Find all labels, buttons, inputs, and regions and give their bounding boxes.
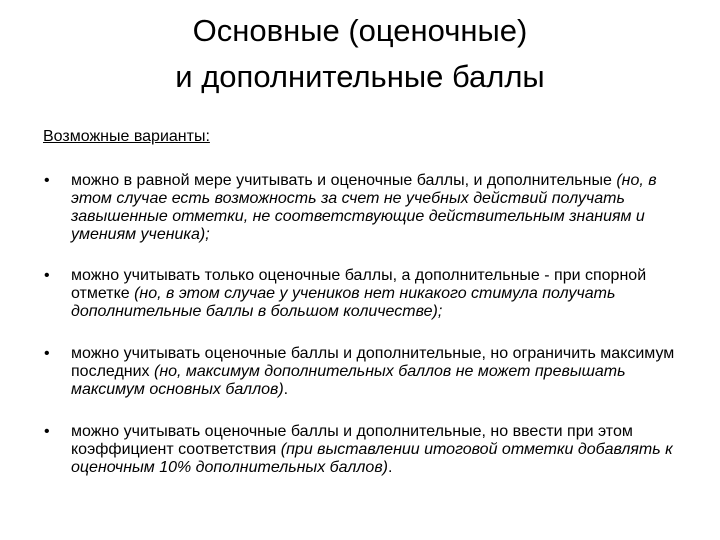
list-item-text	[71, 267, 681, 321]
item-text-normal: можно учитывать оценочные баллы и дополнительные, но ограничить максимум последних	[71, 345, 675, 380]
title-line-1: Основные (оценочные)	[192, 13, 528, 48]
list-item-text	[71, 172, 681, 244]
bullet-icon: •	[44, 267, 50, 284]
item-text-normal: можно учитывать оценочные баллы и дополнительные, но ввести при этом коэффициент соответствия	[71, 423, 633, 458]
page-title	[0, 8, 720, 100]
options-heading: Возможные варианты:	[43, 128, 210, 145]
item-text-tail: .	[283, 381, 289, 398]
item-text-italic: (но, в этом случае у учеников нет никакого стимула получать дополнительные баллы в большом количестве);	[71, 285, 616, 320]
item-text-italic: (при выставлении итоговой отметки добавлять к оценочным 10% дополнительных баллов)	[71, 441, 673, 476]
item-text-tail: .	[388, 459, 393, 476]
bullet-icon: •	[44, 345, 50, 362]
title-line-2: и дополнительные баллы	[175, 59, 545, 94]
item-text-italic: (но, в этом случае есть возможность за счет не учебных действий получать завышенные отметки, не соответствующие действительным знаниям и умениям ученика);	[71, 172, 657, 243]
item-text-normal: можно учитывать только оценочные баллы, а дополнительные - при спорной отметке	[71, 267, 647, 302]
list-item-text	[71, 423, 681, 477]
item-text-italic: (но, максимум дополнительных баллов не может превышать максимум основных баллов)	[71, 363, 626, 398]
bullet-icon: •	[44, 423, 50, 440]
bullet-icon: •	[44, 172, 50, 189]
list-item-text	[71, 345, 681, 399]
item-text-normal: можно в равной мере учитывать и оценочные баллы, и дополнительные	[71, 172, 617, 189]
